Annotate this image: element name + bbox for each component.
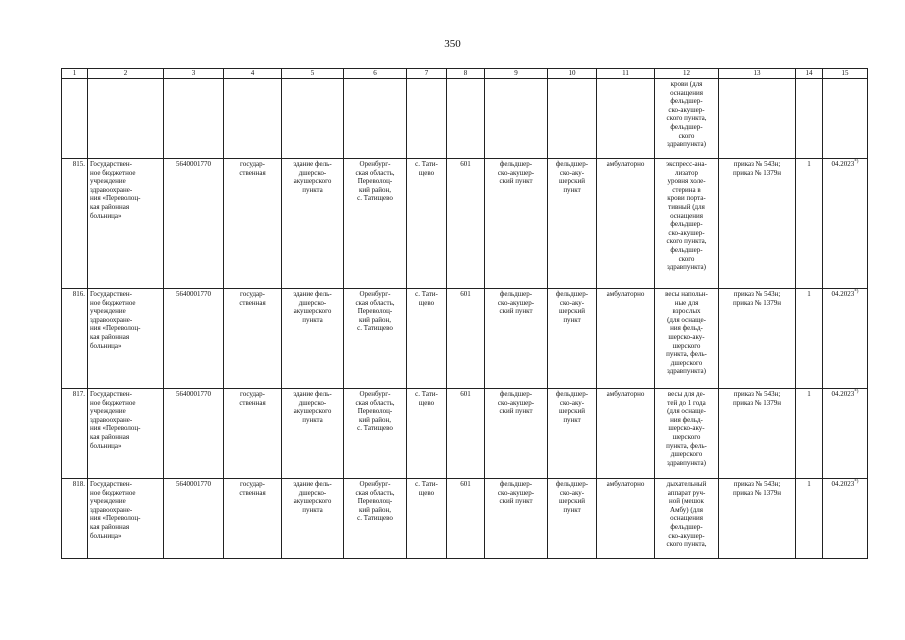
building: здание фель- дшерско- акушерского пункта <box>282 479 344 559</box>
settlement: с. Тати- щево <box>407 289 447 389</box>
row-number: 816. <box>62 289 88 389</box>
header-cell: 12 <box>655 69 719 79</box>
care-form: амбулаторно <box>597 479 655 559</box>
header-cell: 15 <box>823 69 868 79</box>
building: здание фель- дшерско- акушерского пункта <box>282 159 344 289</box>
equipment-cell: дыхательный аппарат руч- ной (мешок Амбу) (для оснащения фельдшер- ско-акушер- ского пункта, <box>655 479 719 559</box>
inn: 5640001770 <box>164 289 224 389</box>
equipment-cell: крови (для оснащения фельдшер- ско-акушер- ского пункта, фельдшер- ского здравпункта) <box>655 79 719 159</box>
department: фельдшер- ско-аку- шерский пункт <box>548 159 597 289</box>
order-ref: приказ № 543н; приказ № 1379н <box>719 479 796 559</box>
deadline: 04.2023*) <box>823 479 868 559</box>
unit-type: фельдшер- ско-акушер- ский пункт <box>485 289 548 389</box>
care-form: амбулаторно <box>597 389 655 479</box>
settlement: с. Тати- щево <box>407 479 447 559</box>
building: здание фель- дшерско- акушерского пункта <box>282 389 344 479</box>
order-ref: приказ № 543н; приказ № 1379н <box>719 159 796 289</box>
department: фельдшер- ско-аку- шерский пункт <box>548 479 597 559</box>
header-cell: 14 <box>796 69 823 79</box>
table-header-row <box>62 69 868 79</box>
page-number: 350 <box>444 38 461 50</box>
quantity: 1 <box>796 289 823 389</box>
unit-type: фельдшер- ско-акушер- ский пункт <box>485 389 548 479</box>
registry-table <box>61 68 868 559</box>
ownership-form: государ- ственная <box>224 159 282 289</box>
header-cell: 7 <box>407 69 447 79</box>
deadline: 04.2023*) <box>823 159 868 289</box>
unit-type: фельдшер- ско-акушер- ский пункт <box>485 159 548 289</box>
department: фельдшер- ско-аку- шерский пункт <box>548 289 597 389</box>
header-cell: 3 <box>164 69 224 79</box>
deadline: 04.2023*) <box>823 389 868 479</box>
table-row <box>62 289 868 389</box>
equipment-cell: экспресс-ана- лизатор уровня холе- стерина в крови порта- тивный (для оснащения фельдшер- ско-акушер- ского пункта, фельдшер- ского здравпункта) <box>655 159 719 289</box>
row-number: 815. <box>62 159 88 289</box>
quantity: 1 <box>796 159 823 289</box>
equipment-cell: весы для де- тей до 1 года (для оснаще- ния фельд- шерско-аку- шерского пункта, фель- дшерского здравпункта) <box>655 389 719 479</box>
inn: 5640001770 <box>164 159 224 289</box>
unit-type: фельдшер- ско-акушер- ский пункт <box>485 479 548 559</box>
ownership-form: государ- ственная <box>224 389 282 479</box>
code: 601 <box>447 389 485 479</box>
table-row <box>62 389 868 479</box>
header-cell: 10 <box>548 69 597 79</box>
address: Оренбург- ская область, Переволоц- кий район, с. Татищево <box>344 289 407 389</box>
order-ref: приказ № 543н; приказ № 1379н <box>719 289 796 389</box>
organization-name: Государствен- ное бюджетное учреждение здравоохране- ния «Переволоц- кая районная больница» <box>88 289 164 389</box>
inn: 5640001770 <box>164 479 224 559</box>
settlement: с. Тати- щево <box>407 159 447 289</box>
quantity: 1 <box>796 389 823 479</box>
organization-name: Государствен- ное бюджетное учреждение здравоохране- ния «Переволоц- кая районная больница» <box>88 479 164 559</box>
organization-name: Государствен- ное бюджетное учреждение здравоохране- ния «Переволоц- кая районная больница» <box>88 159 164 289</box>
row-number: 818. <box>62 479 88 559</box>
row-number: 817. <box>62 389 88 479</box>
header-cell: 2 <box>88 69 164 79</box>
address: Оренбург- ская область, Переволоц- кий район, с. Татищево <box>344 159 407 289</box>
department: фельдшер- ско-аку- шерский пункт <box>548 389 597 479</box>
care-form: амбулаторно <box>597 159 655 289</box>
header-cell: 1 <box>62 69 88 79</box>
order-ref: приказ № 543н; приказ № 1379н <box>719 389 796 479</box>
header-cell: 11 <box>597 69 655 79</box>
equipment-cell: весы напольн- ные для взрослых (для оснаще- ния фельд- шерско-аку- шерского пункта, фель- дшерского здравпункта) <box>655 289 719 389</box>
inn: 5640001770 <box>164 389 224 479</box>
organization-name: Государствен- ное бюджетное учреждение здравоохране- ния «Переволоц- кая районная больница» <box>88 389 164 479</box>
code: 601 <box>447 479 485 559</box>
ownership-form: государ- ственная <box>224 479 282 559</box>
continuation-row <box>62 79 868 159</box>
header-cell: 9 <box>485 69 548 79</box>
header-cell: 4 <box>224 69 282 79</box>
building: здание фель- дшерско- акушерского пункта <box>282 289 344 389</box>
code: 601 <box>447 289 485 389</box>
quantity: 1 <box>796 479 823 559</box>
deadline: 04.2023*) <box>823 289 868 389</box>
settlement: с. Тати- щево <box>407 389 447 479</box>
ownership-form: государ- ственная <box>224 289 282 389</box>
header-cell: 6 <box>344 69 407 79</box>
table-row <box>62 159 868 289</box>
care-form: амбулаторно <box>597 289 655 389</box>
table-row <box>62 479 868 559</box>
header-cell: 8 <box>447 69 485 79</box>
address: Оренбург- ская область, Переволоц- кий район, с. Татищево <box>344 389 407 479</box>
code: 601 <box>447 159 485 289</box>
header-cell: 5 <box>282 69 344 79</box>
address: Оренбург- ская область, Переволоц- кий район, с. Татищево <box>344 479 407 559</box>
header-cell: 13 <box>719 69 796 79</box>
